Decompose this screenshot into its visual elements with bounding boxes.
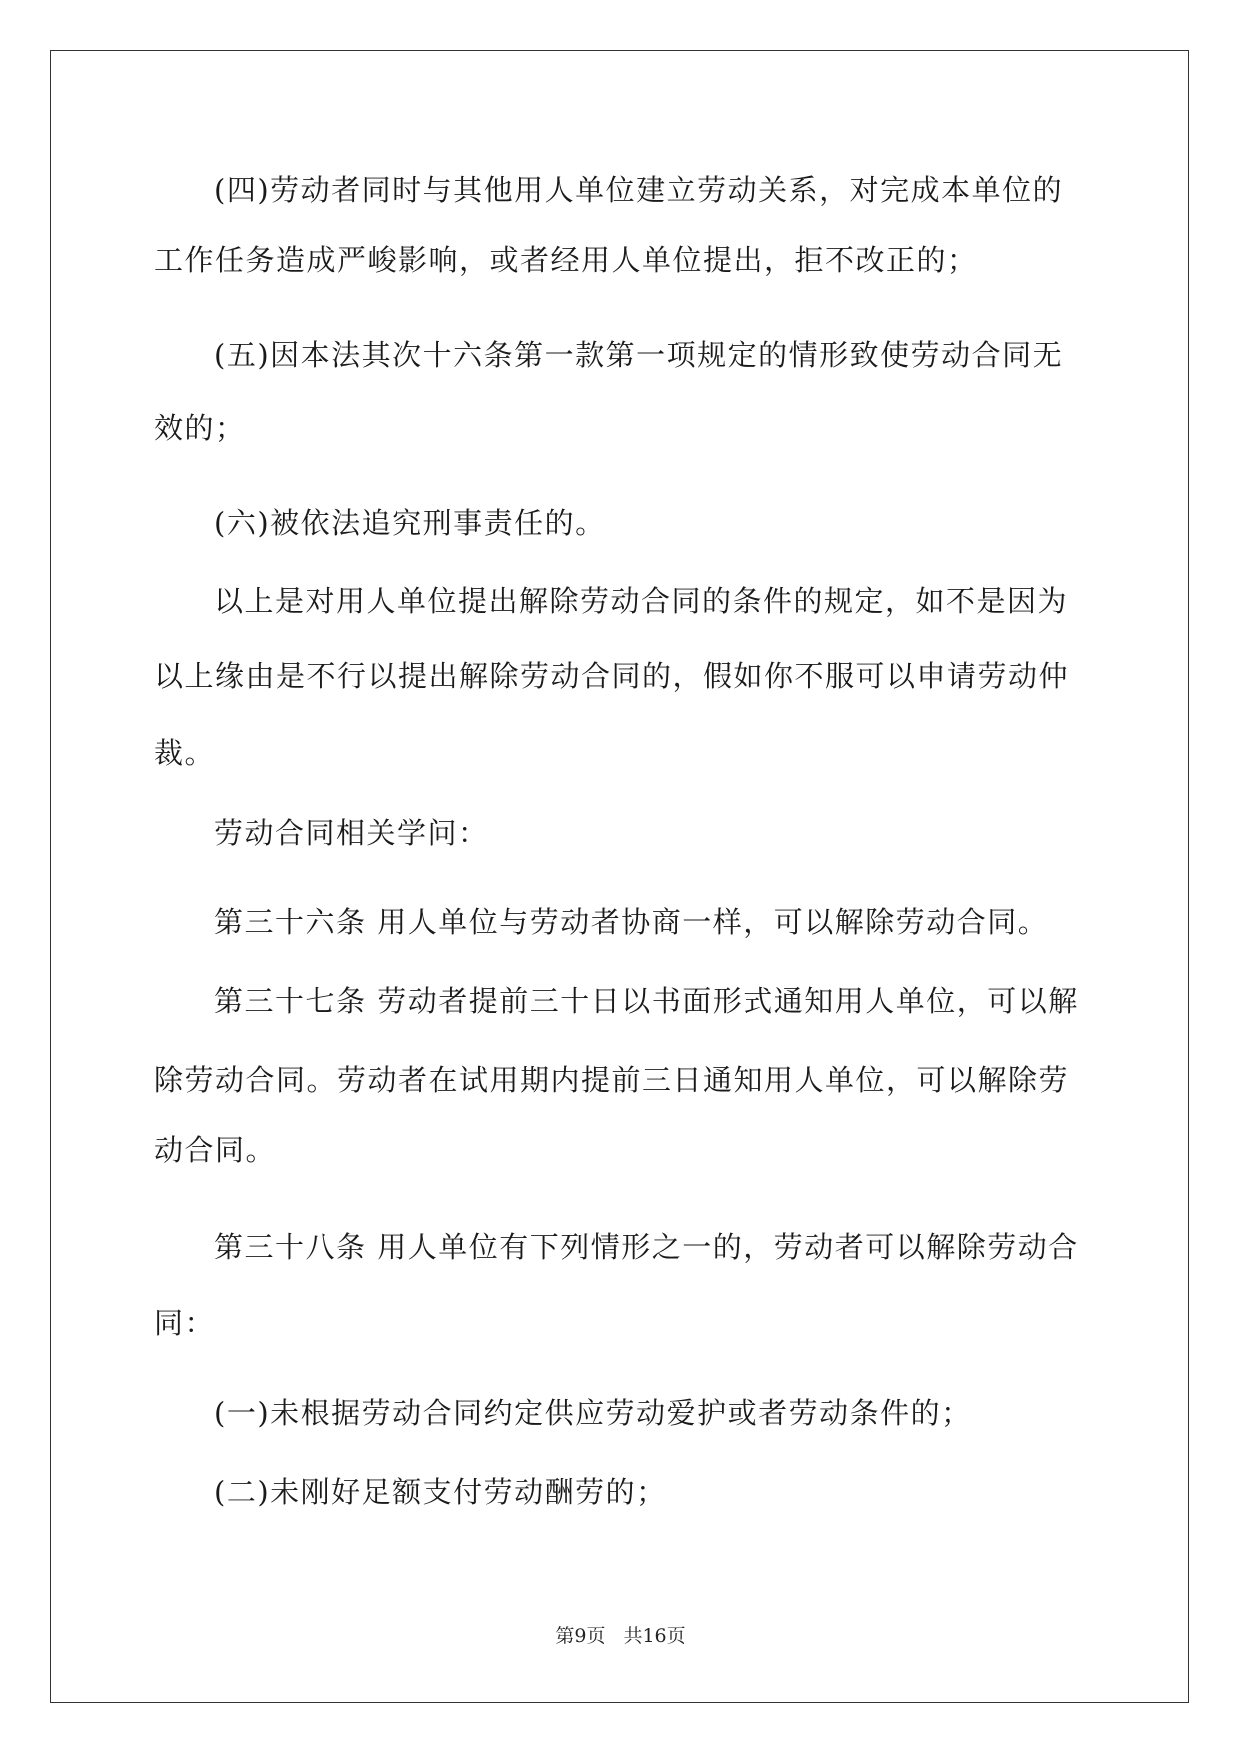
paragraph-line: 动合同。 [154,1133,277,1167]
paragraph-line: (二)未刚好足额支付劳动酬劳的； [214,1475,667,1509]
paragraph-line: (五)因本法其次十六条第一款第一项规定的情形致使劳动合同无 [214,338,1064,372]
paragraph-line: 第三十八条 用人单位有下列情形之一的，劳动者可以解除劳动合 [214,1230,1079,1264]
paragraph-line: 劳动合同相关学问： [214,816,489,850]
paragraph-line: 同： [154,1306,216,1340]
page-border [50,50,1189,1703]
paragraph-line: 除劳动合同。劳动者在试用期内提前三日通知用人单位，可以解除劳 [154,1063,1070,1097]
paragraph-line: 以上缘由是不行以提出解除劳动合同的，假如你不服可以申请劳动仲 [154,659,1070,693]
page-footer [0,1624,1241,1648]
page-number: 第9页 [555,1625,606,1647]
paragraph-line: 第三十六条 用人单位与劳动者协商一样，可以解除劳动合同。 [214,905,1049,939]
paragraph-line: (六)被依法追究刑事责任的。 [214,506,606,540]
paragraph-line: (一)未根据劳动合同约定供应劳动爱护或者劳动条件的； [214,1396,972,1430]
paragraph-line: (四)劳动者同时与其他用人单位建立劳动关系，对完成本单位的 [214,173,1064,207]
paragraph-line: 工作任务造成严峻影响，或者经用人单位提出，拒不改正的； [154,243,978,277]
paragraph-line: 效的； [154,411,246,445]
paragraph-line: 裁。 [154,736,216,770]
page-total: 共16页 [623,1625,686,1647]
paragraph-line: 第三十七条 劳动者提前三十日以书面形式通知用人单位，可以解 [214,984,1079,1018]
paragraph-line: 以上是对用人单位提出解除劳动合同的条件的规定，如不是因为 [214,584,1069,618]
